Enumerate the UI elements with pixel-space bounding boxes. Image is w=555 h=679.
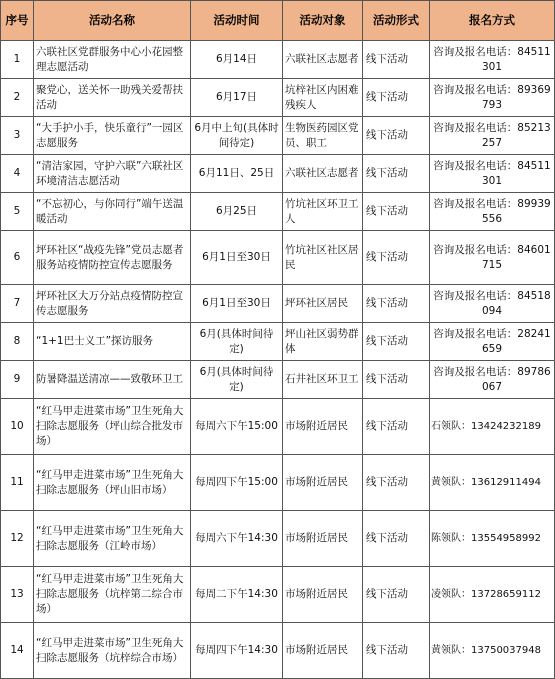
table-row: [1, 399, 555, 455]
activity-name: “清洁家园，守护六联”六联社区环境清洁志愿活动: [34, 155, 191, 193]
row-no: 4: [1, 155, 34, 193]
activity-time: 每周六下午14:30: [191, 511, 283, 567]
activity-form: 线下活动: [363, 231, 430, 285]
table-row: [1, 117, 555, 155]
row-no: 5: [1, 193, 34, 231]
col-header-name: 活动名称: [34, 1, 191, 41]
table-row: [1, 79, 555, 117]
row-no: 6: [1, 231, 34, 285]
activity-form: 线下活动: [363, 155, 430, 193]
activity-target: 竹坑社区环卫工人: [283, 193, 363, 231]
activity-name: “不忘初心，与你同行”端午送温暖活动: [34, 193, 191, 231]
activity-form: 线下活动: [363, 79, 430, 117]
activity-form: 线下活动: [363, 193, 430, 231]
signup-contact: 黄领队：13612911494: [430, 455, 555, 511]
row-no: 12: [1, 511, 34, 567]
activity-time: 6月1日至30日: [191, 231, 283, 285]
signup-contact: 咨询及报名电话：89786067: [430, 361, 555, 399]
activity-time: 6月(具体时间待定): [191, 361, 283, 399]
activity-form: 线下活动: [363, 623, 430, 679]
signup-contact: 咨询及报名电话：84511301: [430, 155, 555, 193]
row-no: 9: [1, 361, 34, 399]
row-no: 11: [1, 455, 34, 511]
col-header-target: 活动对象: [283, 1, 363, 41]
activity-time: 6月中上旬(具体时间待定): [191, 117, 283, 155]
row-no: 14: [1, 623, 34, 679]
activity-time: 6月25日: [191, 193, 283, 231]
activity-time: 每周二下午14:30: [191, 567, 283, 623]
row-no: 3: [1, 117, 34, 155]
signup-contact: 咨询及报名电话：84601715: [430, 231, 555, 285]
table-row: [1, 231, 555, 285]
signup-contact: 咨询及报名电话：89939556: [430, 193, 555, 231]
activity-form: 线下活动: [363, 455, 430, 511]
signup-contact: 黄领队：13750037948: [430, 623, 555, 679]
table-row: [1, 155, 555, 193]
activity-target: 竹坑社区社区居民: [283, 231, 363, 285]
activity-time: 每周六下午15:00: [191, 399, 283, 455]
activity-name: 聚党心，送关怀一助残关爱帮扶活动: [34, 79, 191, 117]
activity-form: 线下活动: [363, 511, 430, 567]
activity-form: 线下活动: [363, 117, 430, 155]
table-row: [1, 323, 555, 361]
signup-contact: 咨询及报名电话：85213257: [430, 117, 555, 155]
table-row: [1, 41, 555, 79]
signup-contact: 陈领队：13554958992: [430, 511, 555, 567]
activity-name: “大手护小手，快乐童行”一园区志愿服务: [34, 117, 191, 155]
signup-contact: 咨询及报名电话：84511301: [430, 41, 555, 79]
activity-form: 线下活动: [363, 567, 430, 623]
activity-name: 防暑降温送清凉——致敬环卫工: [34, 361, 191, 399]
signup-contact: 咨询及报名电话：84518094: [430, 285, 555, 323]
activity-target: 六联社区志愿者: [283, 155, 363, 193]
activity-target: 市场附近居民: [283, 455, 363, 511]
row-no: 1: [1, 41, 34, 79]
table-row: [1, 567, 555, 623]
table-row: [1, 193, 555, 231]
activity-name: “红马甲走进菜市场”卫生死角大扫除志愿服务（坪山旧市场）: [34, 455, 191, 511]
activity-time: 6月1日至30日: [191, 285, 283, 323]
activity-form: 线下活动: [363, 361, 430, 399]
activity-target: 市场附近居民: [283, 399, 363, 455]
activity-time: 每周四下午14:30: [191, 623, 283, 679]
signup-contact: 咨询及报名电话：89369793: [430, 79, 555, 117]
table-row: [1, 455, 555, 511]
table-row: [1, 511, 555, 567]
activity-name: 坪环社区“战疫先锋”党员志愿者服务站疫情防控宣传志愿服务: [34, 231, 191, 285]
col-header-signup: 报名方式: [430, 1, 555, 41]
table-row: [1, 361, 555, 399]
activity-target: 石井社区环卫工: [283, 361, 363, 399]
row-no: 7: [1, 285, 34, 323]
activity-target: 坪环社区居民: [283, 285, 363, 323]
activity-name: 六联社区党群服务中心小花园整理志愿活动: [34, 41, 191, 79]
activity-time: 6月11日、25日: [191, 155, 283, 193]
activity-time: 每周四下午15:00: [191, 455, 283, 511]
row-no: 10: [1, 399, 34, 455]
activity-name: 坪环社区大万分站点疫情防控宣传志愿服务: [34, 285, 191, 323]
activity-time: 6月17日: [191, 79, 283, 117]
row-no: 8: [1, 323, 34, 361]
activity-form: 线下活动: [363, 323, 430, 361]
signup-contact: 咨询及报名电话：28241659: [430, 323, 555, 361]
col-header-no: 序号: [1, 1, 34, 41]
activity-name: “红马甲走进菜市场”卫生死角大扫除志愿服务（坪山综合批发市场）: [34, 399, 191, 455]
activity-form: 线下活动: [363, 399, 430, 455]
col-header-form: 活动形式: [363, 1, 430, 41]
row-no: 13: [1, 567, 34, 623]
activity-target: 六联社区志愿者: [283, 41, 363, 79]
activity-target: 市场附近居民: [283, 567, 363, 623]
activity-name: “红马甲走进菜市场”卫生死角大扫除志愿服务（坑梓第二综合市场）: [34, 567, 191, 623]
activity-name: “1+1巴士义工”探访服务: [34, 323, 191, 361]
activity-target: 生物医药园区党员、职工: [283, 117, 363, 155]
activity-target: 坪山社区弱势群体: [283, 323, 363, 361]
col-header-time: 活动时间: [191, 1, 283, 41]
activity-form: 线下活动: [363, 285, 430, 323]
activity-name: “红马甲走进菜市场”卫生死角大扫除志愿服务（江岭市场）: [34, 511, 191, 567]
table-row: [1, 285, 555, 323]
activity-time: 6月14日: [191, 41, 283, 79]
activity-name: “红马甲走进菜市场”卫生死角大扫除志愿服务（坑梓综合市场）: [34, 623, 191, 679]
row-no: 2: [1, 79, 34, 117]
activity-target: 市场附近居民: [283, 623, 363, 679]
table-row: [1, 623, 555, 679]
activity-target: 坑梓社区内困难残疾人: [283, 79, 363, 117]
activity-target: 市场附近居民: [283, 511, 363, 567]
activity-time: 6月(具体时间待定): [191, 323, 283, 361]
signup-contact: 石领队：13424232189: [430, 399, 555, 455]
header-row: [1, 1, 555, 41]
activity-form: 线下活动: [363, 41, 430, 79]
signup-contact: 凌领队：13728659112: [430, 567, 555, 623]
